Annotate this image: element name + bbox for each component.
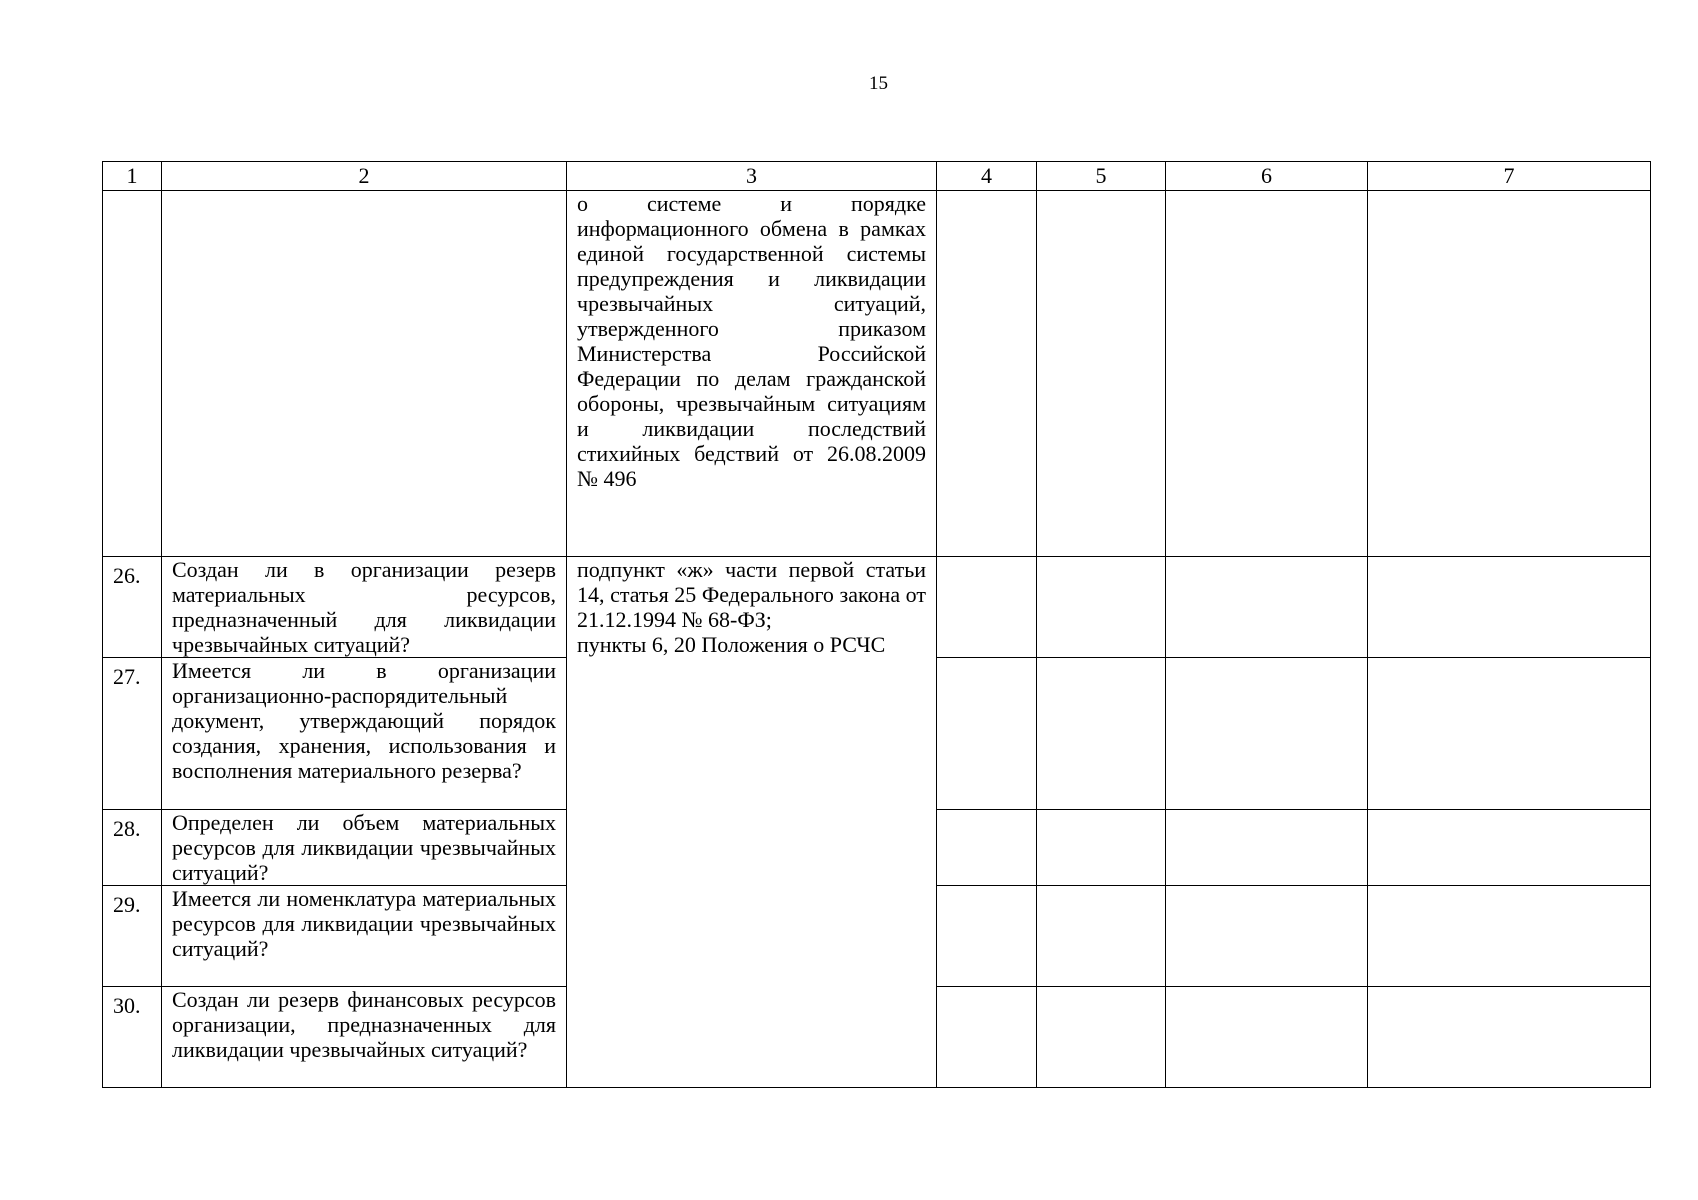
col-6-cell: [1166, 810, 1368, 886]
checklist-table: [102, 161, 1651, 1088]
column-header-3: 3: [567, 162, 937, 191]
row-number: 29.: [103, 886, 162, 987]
question-text: Определен ли объем материальных ресурсов для ликвидации чрезвычайных ситуаций?: [162, 810, 567, 886]
row-number: 28.: [103, 810, 162, 886]
col-7-cell: [1368, 987, 1651, 1088]
table-row: [103, 557, 1651, 658]
question-text: Имеется ли номенклатура материальных ресурсов для ликвидации чрезвычайных ситуаций?: [162, 886, 567, 987]
question-text: Создан ли резерв финансовых ресурсов организации, предназначенных для ликвидации чрезвычайных ситуаций?: [162, 987, 567, 1088]
col-7-cell: [1368, 810, 1651, 886]
col-5-cell: [1037, 987, 1166, 1088]
row-number: 30.: [103, 987, 162, 1088]
col-7-cell: [1368, 886, 1651, 987]
col-6-cell: [1166, 191, 1368, 557]
column-header-2: 2: [162, 162, 567, 191]
col-5-cell: [1037, 191, 1166, 557]
page-number: 15: [869, 73, 888, 94]
column-header-5: 5: [1037, 162, 1166, 191]
col-6-cell: [1166, 658, 1368, 810]
col-4-cell: [937, 810, 1037, 886]
row-number: 26.: [103, 557, 162, 658]
legal-basis-line-2: пункты 6, 20 Положения о РСЧС: [577, 632, 886, 657]
col-5-cell: [1037, 810, 1166, 886]
col-5-cell: [1037, 557, 1166, 658]
col-6-cell: [1166, 886, 1368, 987]
column-header-4: 4: [937, 162, 1037, 191]
col-7-cell: [1368, 557, 1651, 658]
col-7-cell: [1368, 658, 1651, 810]
col-5-cell: [1037, 658, 1166, 810]
question-text: Имеется ли в организации организационно-распорядительный документ, утверждающий порядок создания, хранения, использования и восполнения материального резерва?: [162, 658, 567, 810]
col-4-cell: [937, 987, 1037, 1088]
col-5-cell: [1037, 886, 1166, 987]
row-number-cell: [103, 191, 162, 557]
legal-basis-text: о системе и порядке информационного обмена в рамках единой государственной системы предупреждения и ликвидации чрезвычайных ситуаций, утвержденного приказом Министерства Российской Федерации по делам гражданской обороны, чрезвычайным ситуациям и ликвидации последствий стихийных бедствий от 26.08.2009 № 496: [577, 191, 926, 491]
col-4-cell: [937, 658, 1037, 810]
column-header-6: 6: [1166, 162, 1368, 191]
legal-basis-line-1: подпункт «ж» части первой статьи 14, статья 25 Федерального закона от 21.12.1994 № 68-ФЗ;: [577, 557, 926, 632]
table-row-continuation: [103, 191, 1651, 557]
row-number: 27.: [103, 658, 162, 810]
col-7-cell: [1368, 191, 1651, 557]
column-header-7: 7: [1368, 162, 1651, 191]
shared-legal-basis-cell: [567, 557, 937, 1088]
col-4-cell: [937, 886, 1037, 987]
legal-basis-cell: [567, 191, 937, 557]
col-6-cell: [1166, 557, 1368, 658]
col-6-cell: [1166, 987, 1368, 1088]
column-header-1: 1: [103, 162, 162, 191]
header-row: [103, 162, 1651, 191]
col-4-cell: [937, 191, 1037, 557]
col-4-cell: [937, 557, 1037, 658]
question-cell: [162, 191, 567, 557]
question-text: Создан ли в организации резерв материальных ресурсов, предназначенный для ликвидации чрезвычайных ситуаций?: [162, 557, 567, 658]
